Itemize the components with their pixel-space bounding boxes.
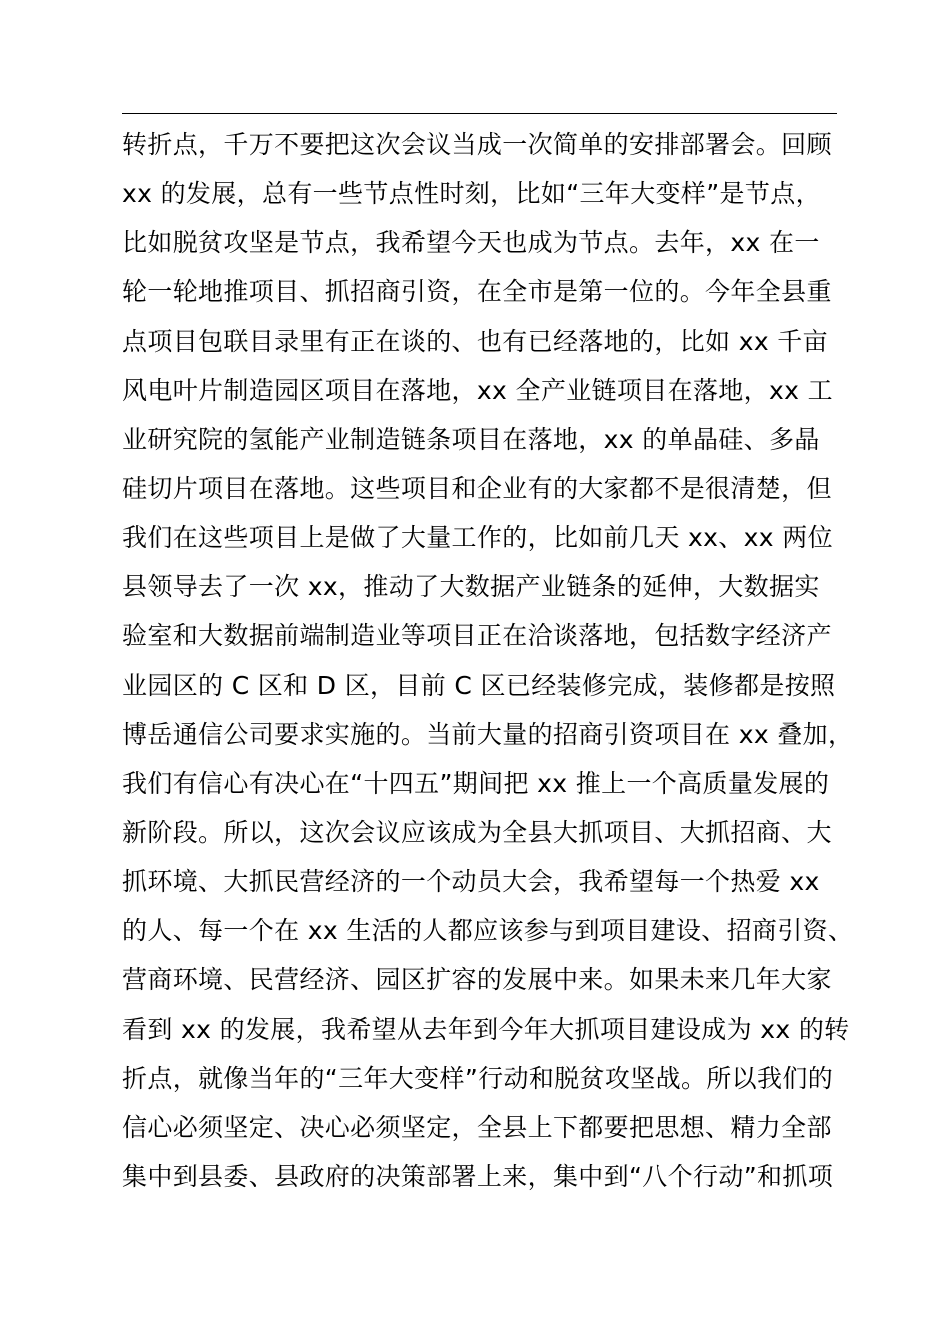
text-line: 我们有信心有决心在“十四五”期间把 xx 推上一个高质量发展的 (122, 768, 830, 798)
text-line: 的人、每一个在 xx 生活的人都应该参与到项目建设、招商引资、 (122, 916, 854, 946)
text-line: 风电叶片制造园区项目在落地，xx 全产业链项目在落地，xx 工 (122, 375, 833, 405)
text-line: 点项目包联目录里有正在谈的、也有已经落地的，比如 xx 千亩 (122, 326, 828, 356)
text-line: 抓环境、大抓民营经济的一个动员大会，我希望每一个热爱 xx (122, 867, 820, 897)
text-line: xx 的发展，总有一些节点性时刻，比如“三年大变样”是节点， (122, 179, 821, 209)
text-line: 比如脱贫攻坚是节点，我希望今天也成为节点。去年，xx 在一 (122, 228, 820, 258)
text-line: 折点，就像当年的“三年大变样”行动和脱贫攻坚战。所以我们的 (122, 1063, 834, 1093)
text-line: 集中到县委、县政府的决策部署上来，集中到“八个行动”和抓项 (122, 1161, 834, 1191)
text-line: 县领导去了一次 xx，推动了大数据产业链条的延伸，大数据实 (122, 572, 820, 602)
text-line: 博岳通信公司要求实施的。当前大量的招商引资项目在 xx 叠加， (122, 719, 854, 749)
text-line: 营商环境、民营经济、园区扩容的发展中来。如果未来几年大家 (122, 965, 832, 995)
text-line: 轮一轮地推项目、抓招商引资，在全市是第一位的。今年全县重 (122, 277, 832, 307)
text-line: 硅切片项目在落地。这些项目和企业有的大家都不是很清楚，但 (122, 473, 832, 503)
header-rule (122, 113, 837, 114)
body-paragraph (122, 120, 854, 1201)
text-line: 看到 xx 的发展，我希望从去年到今年大抓项目建设成为 xx 的转 (122, 1014, 850, 1044)
text-line: 业园区的 C 区和 D 区，目前 C 区已经装修完成，装修都是按照 (122, 670, 836, 700)
text-line: 业研究院的氢能产业制造链条项目在落地，xx 的单晶硅、多晶 (122, 424, 820, 454)
text-line: 转折点，千万不要把这次会议当成一次简单的安排部署会。回顾 (122, 130, 832, 159)
text-line: 信心必须坚定、决心必须坚定，全县上下都要把思想、精力全部 (122, 1112, 832, 1142)
text-line: 我们在这些项目上是做了大量工作的，比如前几天 xx、xx 两位 (122, 523, 833, 553)
text-line: 新阶段。所以，这次会议应该成为全县大抓项目、大抓招商、大 (122, 817, 832, 847)
text-line: 验室和大数据前端制造业等项目正在洽谈落地，包括数字经济产 (122, 621, 832, 651)
